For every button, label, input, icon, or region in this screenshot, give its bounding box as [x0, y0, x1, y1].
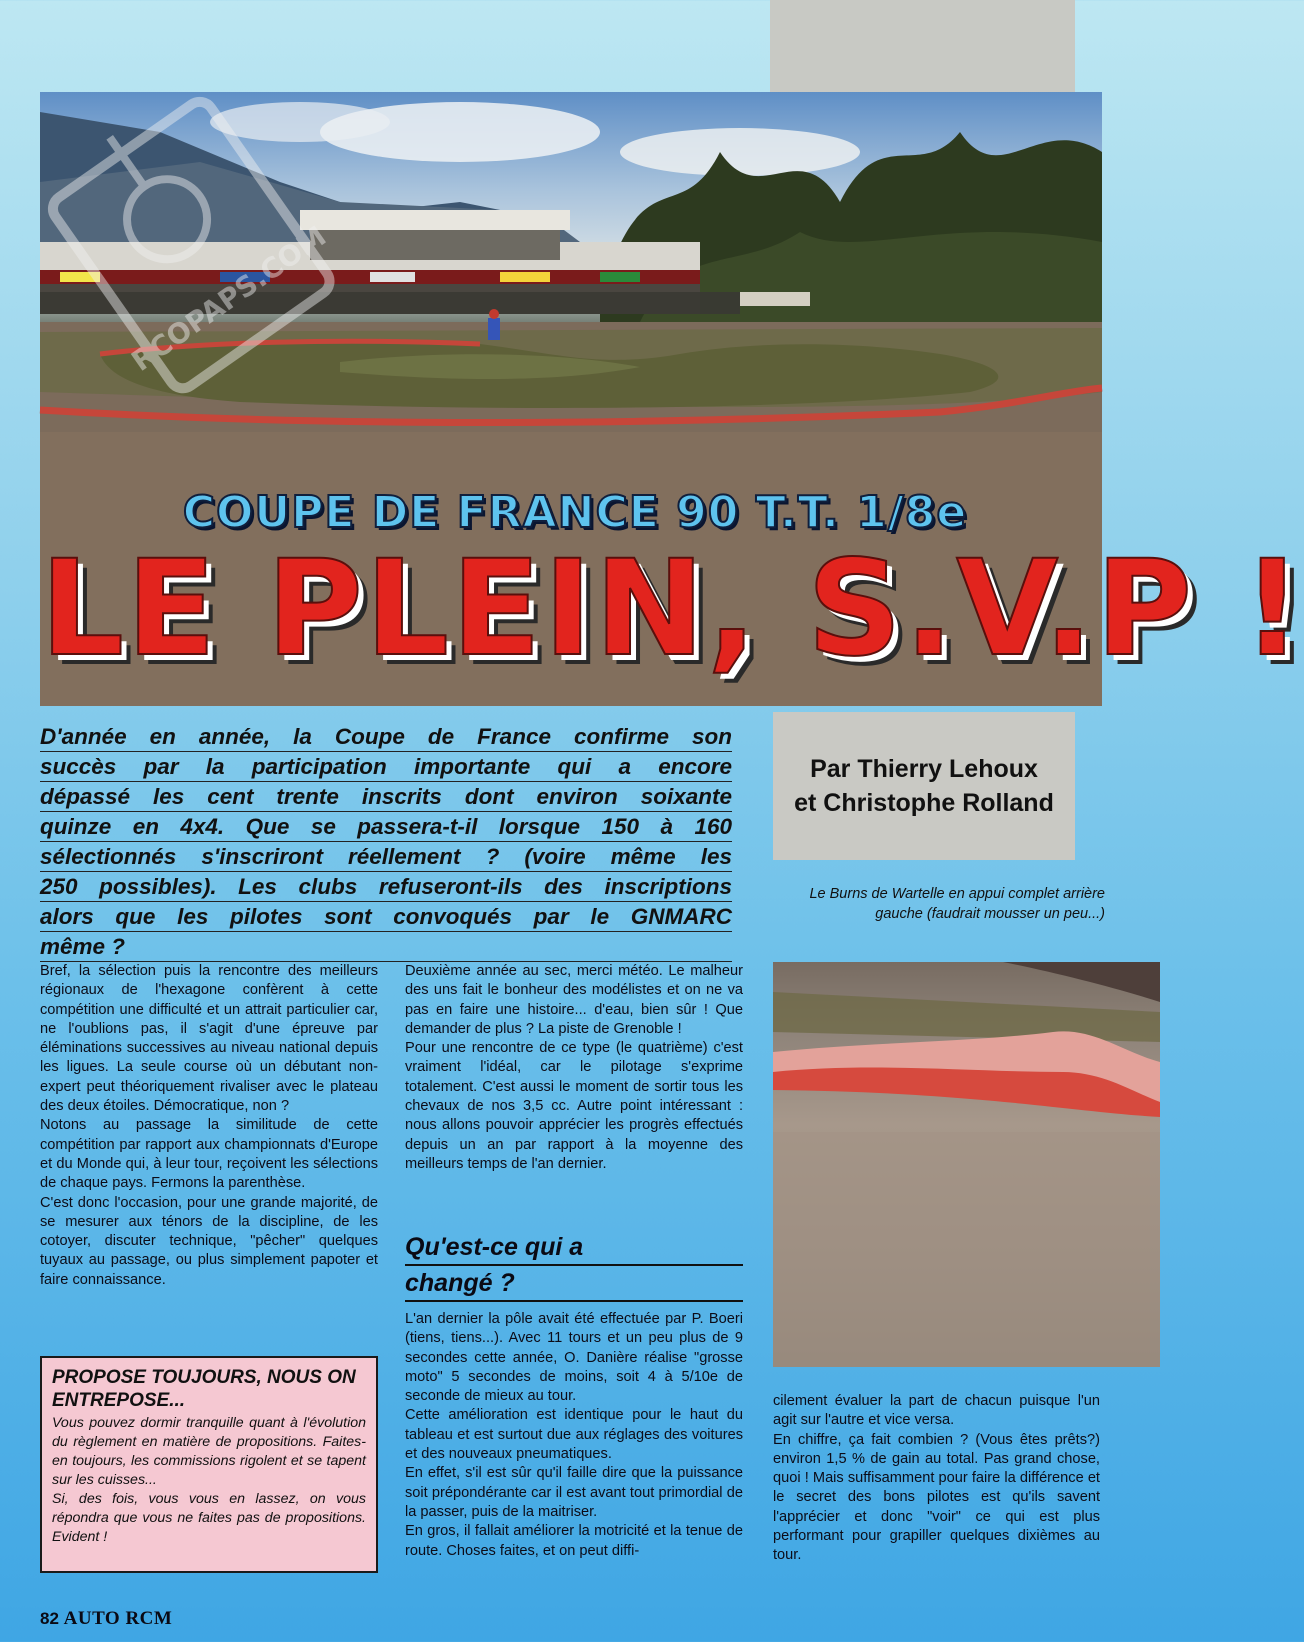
body-paragraph: Pour une rencontre de ce type (le quatrième) c'est vraiment l'idéal, car le pilotage s'exprime totalement. C'est aussi le moment de sortir tous les chevaux de nos 3,5 cc. Autre point intéressant : nous allons pouvoir apprécier les progrès effectués depuis un an par rapport à la moyenne des meilleurs temps de l'an dernier.: [405, 1040, 743, 1172]
photo-caption: Le Burns de Wartelle en appui complet arrière gauche (faudrait mousser un peu...): [809, 886, 1105, 922]
body-paragraph: Notons au passage la similitude de cette compétition par rapport aux championnats d'Europe et du Monde qui, à leur tour, reçoivent les sélections de chaque pays. Fermons la parenthèse.: [40, 1117, 378, 1192]
sidebar-paragraph: Vous pouvez dormir tranquille quant à l'évolution du règlement en matière de propositions. Faites-en toujours, les commissions rigolent et se tapent sur les cuisses...: [52, 1415, 366, 1488]
sidebar-title: PROPOSE TOUJOURS, NOUS ON ENTREPOSE...: [52, 1367, 356, 1411]
intro-paragraph: [40, 722, 732, 962]
body-paragraph: Cette amélioration est identique pour le haut du tableau et est surtout due aux réglages des voitures et des nouveaux pneumatiques.: [405, 1407, 743, 1463]
track-closeup-illustration: [773, 962, 1160, 1367]
intro-line: 250 possibles). Les clubs refuseront-ils des inscriptions: [40, 872, 732, 902]
hero-photo: [40, 92, 1304, 706]
body-paragraph: En effet, s'il est sûr qu'il faille dire que la puissance soit prépondérante car il est avant tout primordial de la passer, puis de la maitriser.: [405, 1465, 743, 1520]
intro-line: alors que les pilotes sont convoqués par le GNMARC: [40, 902, 732, 932]
intro-line: quinze en 4x4. Que se passera-t-il lorsque 150 à 160: [40, 812, 732, 842]
subheading-line: Qu'est-ce qui a: [405, 1230, 743, 1266]
body-column-2-continued: [405, 1310, 743, 1561]
intro-line: sélectionnés s'inscriront réellement ? (voire même les: [40, 842, 732, 872]
article-headline: LE PLEIN, S.V.P !: [40, 532, 1304, 686]
intro-line: même ?: [40, 932, 732, 962]
body-paragraph: En gros, il fallait améliorer la motricité et la tenue de route. Choses faites, et on peut diffi-: [405, 1523, 743, 1559]
subheading-line: changé ?: [405, 1266, 743, 1302]
body-paragraph: C'est donc l'occasion, pour une grande majorité, de se mesurer aux ténors de la discipline, de les cotoyer, discuter technique, "pêcher" quelques tuyaux au passage, ou plus simplement papoter et faire connaissance.: [40, 1194, 378, 1288]
byline-line: et Christophe Rolland: [794, 789, 1054, 817]
car-photo: [773, 962, 1160, 1367]
body-paragraph: En chiffre, ça fait combien ? (Vous êtes prêts?) environ 1,5 % de gain au total. Pas grand chose, quoi ! Mais suffisamment pour faire la différence et le secret des bons pilotes est qu'ils savent l'apprécier et donc "voir" ce qui est plus performant pour grapiller quelques dixièmes au tour.: [773, 1431, 1100, 1564]
body-column-3: [773, 1392, 1100, 1566]
sidebar-paragraph: Si, des fois, vous vous en lassez, on vous répondra que vous ne faites pas de propositions. Evident !: [52, 1491, 366, 1545]
sidebar-body: [52, 1414, 366, 1547]
byline: [773, 712, 1075, 860]
byline-line: Par Thierry Lehoux: [810, 755, 1038, 783]
magazine-name: AUTO RCM: [63, 1608, 173, 1629]
page-number: 82: [40, 1609, 59, 1628]
body-paragraph: Deuxième année au sec, merci météo. Le malheur des uns fait le bonheur des modélistes et on ne va pas en faire une histoire... d'eau, bien sûr ! Que demander de plus ? La piste de Grenoble !: [405, 963, 743, 1037]
body-paragraph: L'an dernier la pôle avait été effectuée par P. Boeri (tiens, tiens...). Avec 11 tours et un peu plus de 9 secondes cette année, O. Danière réalise "grosse moto" 5 secondes de moins, soit 4 à 5/10e de seconde de mieux au tour.: [405, 1311, 743, 1405]
article-kicker: COUPE DE FRANCE 90 T.T. 1/8e: [182, 487, 968, 538]
intro-line: dépassé les cent trente inscrits dont environ soixante: [40, 782, 732, 812]
svg-text:RCOPAPS.COM: RCOPAPS.COM: [125, 219, 333, 378]
watermark-stamp: [40, 92, 340, 412]
body-column-2: [405, 962, 743, 1174]
section-subheading: [405, 1230, 743, 1302]
header-grey-tab: [770, 0, 1075, 92]
intro-line: succès par la participation importante qui a encore: [40, 752, 732, 782]
page-footer: [40, 1608, 172, 1630]
body-paragraph: Bref, la sélection puis la rencontre des meilleurs régionaux de l'hexagone confèrent à cette compétition une difficulté et un attrait particulier car, ne l'oublions pas, il s'agit d'une épreuve par éléminations successives au niveau national depuis les ligues. La seule course où un débutant non-expert peut théoriquement rivaliser avec le plateau des deux étoiles. Démocratique, non ?: [40, 963, 378, 1115]
intro-line: D'année en année, la Coupe de France confirme son: [40, 722, 732, 752]
body-column-1: [40, 962, 378, 1290]
body-paragraph: cilement évaluer la part de chacun puisque l'un agit sur l'autre et vice versa.: [773, 1393, 1100, 1429]
sidebar-box: [40, 1356, 378, 1573]
